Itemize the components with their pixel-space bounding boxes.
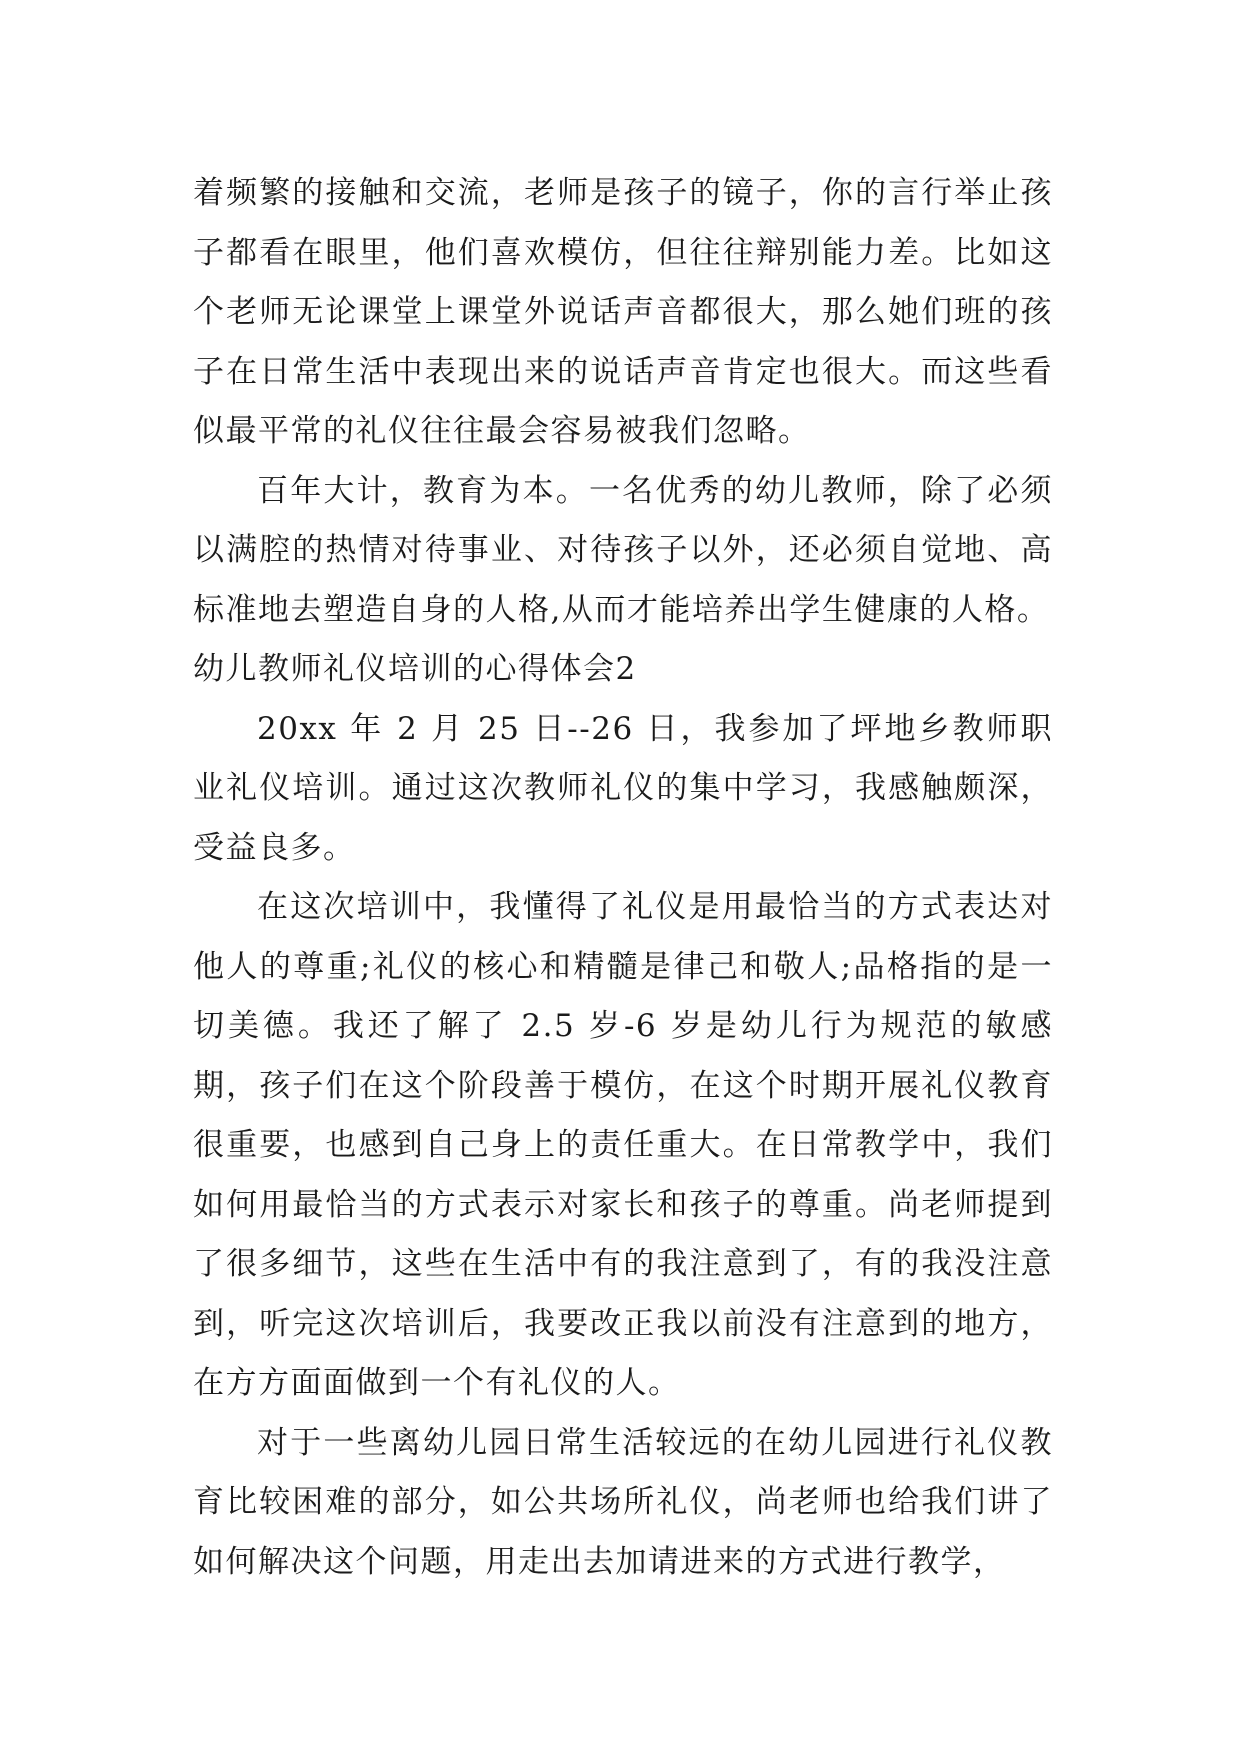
paragraph-education: 百年大计，教育为本。一名优秀的幼儿教师，除了必须以满腔的热情对待事业、对待孩子以外，还必须自觉地、高标准地去塑造自身的人格,从而才能培养出学生健康的人格。: [193, 472, 1053, 628]
paragraph-training-date: 20xx 年 2 月 25 日--26 日，我参加了坪地乡教师职业礼仪培训。通过这次教师礼仪的集中学习，我感触颇深，受益良多。: [193, 710, 1053, 866]
document-body: [193, 164, 1053, 1592]
paragraph-continuation: 着频繁的接触和交流，老师是孩子的镜子，你的言行举止孩子都看在眼里，他们喜欢模仿，但往往辩别能力差。比如这个老师无论课堂上课堂外说话声音都很大，那么她们班的孩子在日常生活中表现出来的说话声音肯定也很大。而这些看似最平常的礼仪往往最会容易被我们忽略。: [193, 175, 1053, 449]
paragraph-public-etiquette: 对于一些离幼儿园日常生活较远的在幼儿园进行礼仪教育比较困难的部分，如公共场所礼仪，尚老师也给我们讲了如何解决这个问题，用走出去加请进来的方式进行教学，: [193, 1424, 1053, 1580]
section-heading: 幼儿教师礼仪培训的心得体会2: [193, 651, 637, 687]
paragraph-training-content: 在这次培训中，我懂得了礼仪是用最恰当的方式表达对他人的尊重;礼仪的核心和精髓是律己和敬人;品格指的是一切美德。我还了解了 2.5 岁-6 岁是幼儿行为规范的敏感期，孩子们在这个阶段善于模仿，在这个时期开展礼仪教育很重要，也感到自己身上的责任重大。在日常教学中，我们如何用最恰当的方式表示对家长和孩子的尊重。尚老师提到了很多细节，这些在生活中有的我注意到了，有的我没注意到，听完这次培训后，我要改正我以前没有注意到的地方，在方方面面做到一个有礼仪的人。: [193, 889, 1053, 1401]
